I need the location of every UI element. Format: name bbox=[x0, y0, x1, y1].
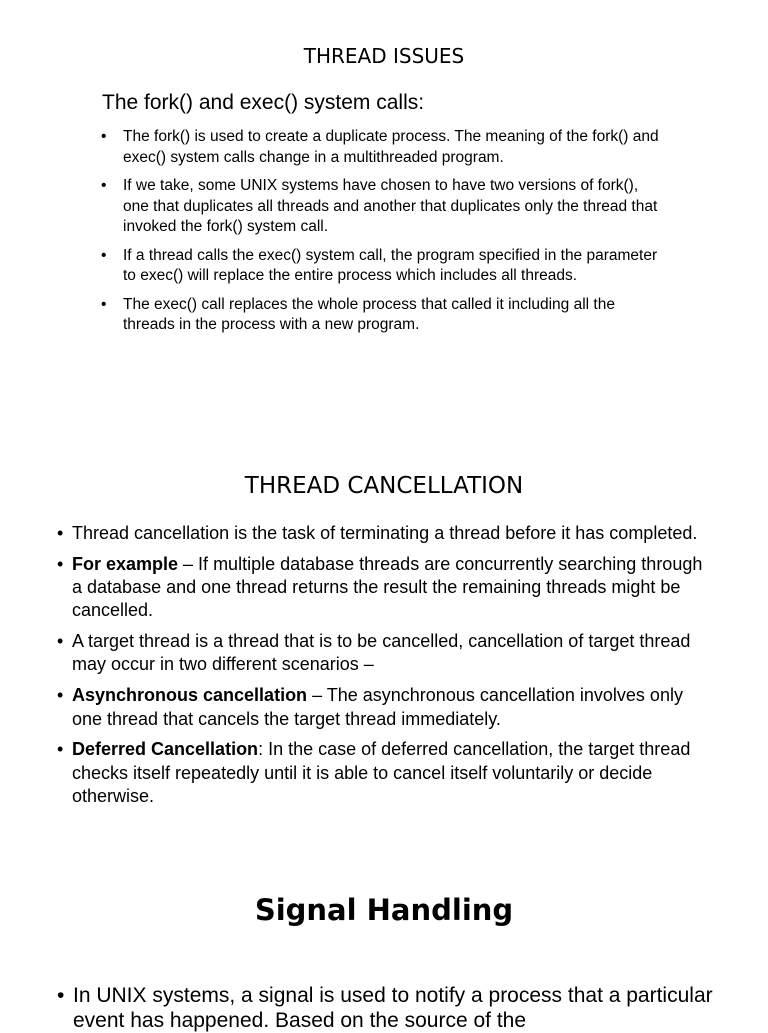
list-item bbox=[72, 738, 712, 808]
thread-cancellation-title: THREAD CANCELLATION bbox=[244, 473, 524, 499]
bullet-bold-lead: Asynchronous cancellation bbox=[72, 685, 308, 706]
list-item bbox=[72, 684, 712, 731]
bullet-text: A target thread is a thread that is to be cancelled, cancellation of target thread may occur in two different scenarios – bbox=[72, 631, 691, 675]
bullet-text: Thread cancellation is the task of terminating a thread before it has completed. bbox=[72, 523, 698, 543]
bullet-text: – The asynchronous cancellation involves only one thread that cancels the target thread immediately. bbox=[72, 685, 683, 729]
fork-exec-bullet-list bbox=[123, 127, 663, 344]
list-item bbox=[72, 522, 712, 545]
fork-exec-subheading: The fork() and exec() system calls: bbox=[102, 91, 425, 114]
list-item bbox=[72, 630, 712, 677]
list-item: • If we take, some UNIX systems have chosen to have two versions of fork(), one that duplicates all threads and another that duplicates only the thread that invoked the fork() system call. bbox=[123, 176, 663, 238]
list-item: • If a thread calls the exec() system call, the program specified in the parameter to exec() will replace the entire process which includes all threads. bbox=[123, 246, 663, 287]
list-item bbox=[72, 553, 712, 623]
signal-bullet-list bbox=[73, 983, 713, 1033]
thread-issues-title: THREAD ISSUES bbox=[303, 44, 465, 68]
bullet-text: : In the case of deferred cancellation, the target thread checks itself repeatedly until it is able to cancel itself voluntarily or decide otherwise. bbox=[72, 739, 691, 806]
signal-handling-title: Signal Handling bbox=[254, 893, 514, 927]
bullet-text: – If multiple database threads are concurrently searching through a database and one thread returns the result the remaining threads might be cancelled. bbox=[72, 553, 703, 621]
list-item: • In UNIX systems, a signal is used to notify a process that a particular event has happened. Based on the source of the bbox=[73, 983, 713, 1033]
bullet-bold-lead: For example bbox=[72, 553, 179, 574]
cancellation-bullet-list bbox=[72, 522, 712, 816]
list-item: • The exec() call replaces the whole process that called it including all the threads in the process with a new program. bbox=[123, 295, 663, 336]
list-item: • The fork() is used to create a duplicate process. The meaning of the fork() and exec() system calls change in a multithreaded program. bbox=[123, 127, 663, 168]
bullet-bold-lead: Deferred Cancellation bbox=[72, 739, 259, 760]
